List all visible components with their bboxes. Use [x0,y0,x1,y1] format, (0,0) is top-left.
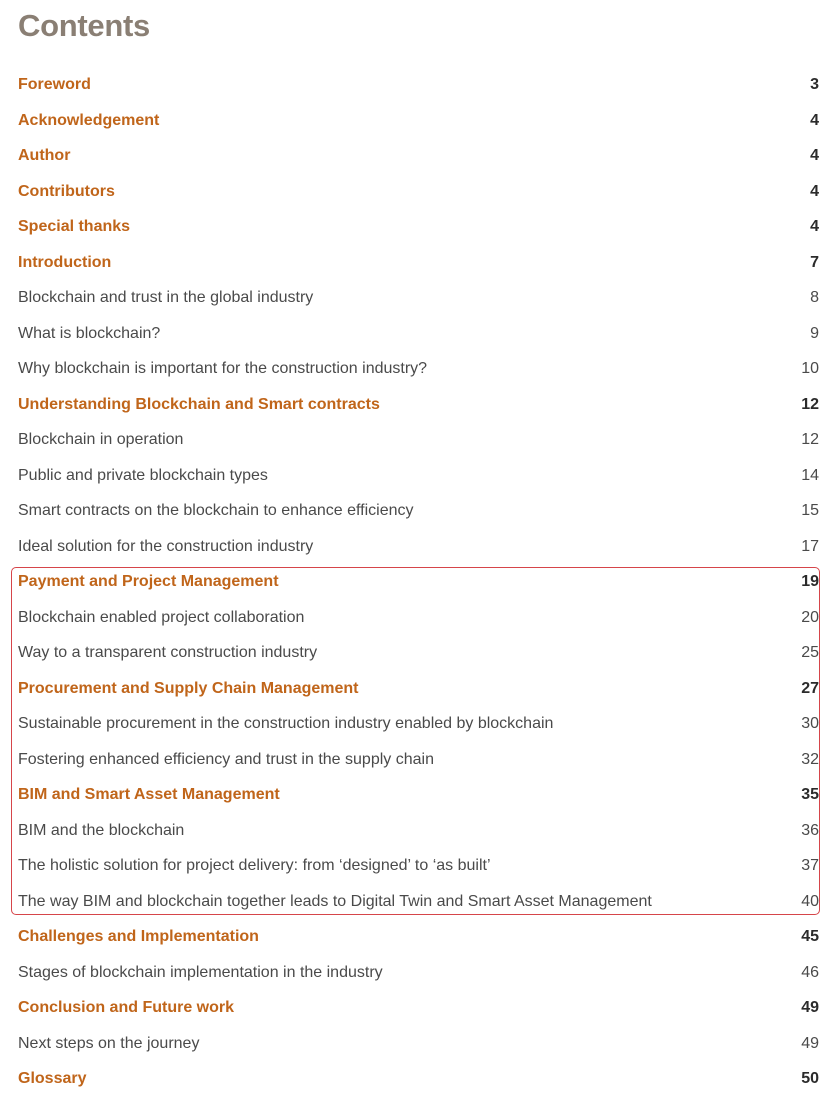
toc-entry-page-number: 17 [801,537,819,555]
toc-subsection-entry[interactable] [0,601,831,637]
toc-section-entry[interactable] [0,778,831,814]
toc-entry-page-number: 27 [801,679,819,697]
toc-entry-label: What is blockchain? [18,324,161,342]
toc-subsection-entry[interactable] [0,530,831,566]
toc-entry-page-number: 19 [801,573,819,590]
toc-entry-page-number: 35 [801,786,819,803]
toc-entry-label: The holistic solution for project delivery: from ‘designed’ to ‘as built’ [18,857,491,874]
toc-section-entry[interactable] [0,68,831,104]
toc-entry-page-number: 4 [810,218,819,235]
toc-entry-label: Blockchain in operation [18,431,184,448]
toc-subsection-entry[interactable] [0,636,831,672]
toc-entry-label: Contributors [18,182,115,200]
toc-section-entry[interactable] [0,920,831,956]
toc-section-entry[interactable] [0,139,831,175]
toc-entry-page-number: 7 [810,253,819,271]
toc-entry-label: Understanding Blockchain and Smart contracts [18,395,380,413]
toc-entry-page-number: 32 [801,750,819,768]
toc-section-entry[interactable] [0,991,831,1027]
toc-entry-page-number: 45 [801,928,819,945]
toc-section-entry[interactable] [0,565,831,601]
toc-subsection-entry[interactable] [0,317,831,353]
toc-section-entry[interactable] [0,175,831,211]
toc-entry-page-number: 4 [810,111,819,129]
toc-entry-label: Smart contracts on the blockchain to enhance efficiency [18,502,414,519]
toc-entry-page-number: 12 [801,395,819,413]
toc-entry-label: Ideal solution for the construction industry [18,537,314,555]
toc-entry-label: Glossary [18,1070,87,1087]
toc-entry-label: Sustainable procurement in the construction industry enabled by blockchain [18,715,554,732]
toc-entry-label: Payment and Project Management [18,573,279,590]
toc-entry-page-number: 10 [801,360,819,377]
toc-entry-page-number: 4 [810,182,819,200]
toc-entry-page-number: 14 [801,466,819,484]
toc-entry-page-number: 49 [801,999,819,1016]
toc-entry-label: Public and private blockchain types [18,466,268,484]
toc-entry-label: Blockchain enabled project collaboration [18,608,305,626]
toc-entry-page-number: 9 [810,324,819,342]
toc-subsection-entry[interactable] [0,352,831,388]
toc-entry-label: Next steps on the journey [18,1034,200,1052]
toc-entry-page-number: 15 [801,502,819,519]
toc-subsection-entry[interactable] [0,494,831,530]
toc-entry-label: Acknowledgement [18,111,160,129]
toc-entry-label: Foreword [18,76,91,93]
toc-section-entry[interactable] [0,246,831,282]
toc-subsection-entry[interactable] [0,849,831,885]
toc-section-entry[interactable] [0,1062,831,1098]
toc-subsection-entry[interactable] [0,885,831,921]
toc-entry-page-number: 12 [801,431,819,448]
toc-entry-label: Challenges and Implementation [18,928,259,945]
toc-entry-label: Fostering enhanced efficiency and trust in the supply chain [18,750,434,768]
toc-subsection-entry[interactable] [0,459,831,495]
toc-entry-label: Stages of blockchain implementation in the industry [18,963,383,981]
page-title: Contents [18,8,150,43]
toc-entry-page-number: 36 [801,821,819,839]
toc-section-entry[interactable] [0,388,831,424]
toc-entry-label: BIM and Smart Asset Management [18,786,280,803]
toc-entry-label: Blockchain and trust in the global industry [18,289,314,306]
toc-entry-page-number: 40 [801,892,819,910]
toc-section-entry[interactable] [0,104,831,140]
toc-section-entry[interactable] [0,672,831,708]
toc-entry-label: Author [18,147,71,164]
toc-subsection-entry[interactable] [0,281,831,317]
toc-entry-page-number: 20 [801,608,819,626]
toc-subsection-entry[interactable] [0,743,831,779]
toc-subsection-entry[interactable] [0,423,831,459]
toc-entry-label: The way BIM and blockchain together leads to Digital Twin and Smart Asset Management [18,892,652,910]
toc-subsection-entry[interactable] [0,1027,831,1063]
toc-entry-page-number: 30 [801,715,819,732]
toc-entry-label: Way to a transparent construction industry [18,644,318,661]
toc-entry-page-number: 46 [801,963,819,981]
toc-entry-page-number: 50 [801,1070,819,1087]
toc-entry-label: Procurement and Supply Chain Management [18,679,359,697]
toc-section-entry[interactable] [0,210,831,246]
toc-entry-label: Introduction [18,253,112,271]
toc-entry-page-number: 8 [810,289,819,306]
toc-entry-label: Special thanks [18,218,131,235]
toc-entry-page-number: 3 [810,76,819,93]
toc-entry-page-number: 4 [810,147,819,164]
toc-subsection-entry[interactable] [0,814,831,850]
toc-entry-page-number: 49 [801,1034,819,1052]
toc-entry-page-number: 37 [801,857,819,874]
toc-entry-page-number: 25 [801,644,819,661]
toc-entry-label: Conclusion and Future work [18,999,235,1016]
toc-entry-label: Why blockchain is important for the construction industry? [18,360,428,377]
toc-subsection-entry[interactable] [0,707,831,743]
toc-entry-label: BIM and the blockchain [18,821,185,839]
toc-subsection-entry[interactable] [0,956,831,992]
